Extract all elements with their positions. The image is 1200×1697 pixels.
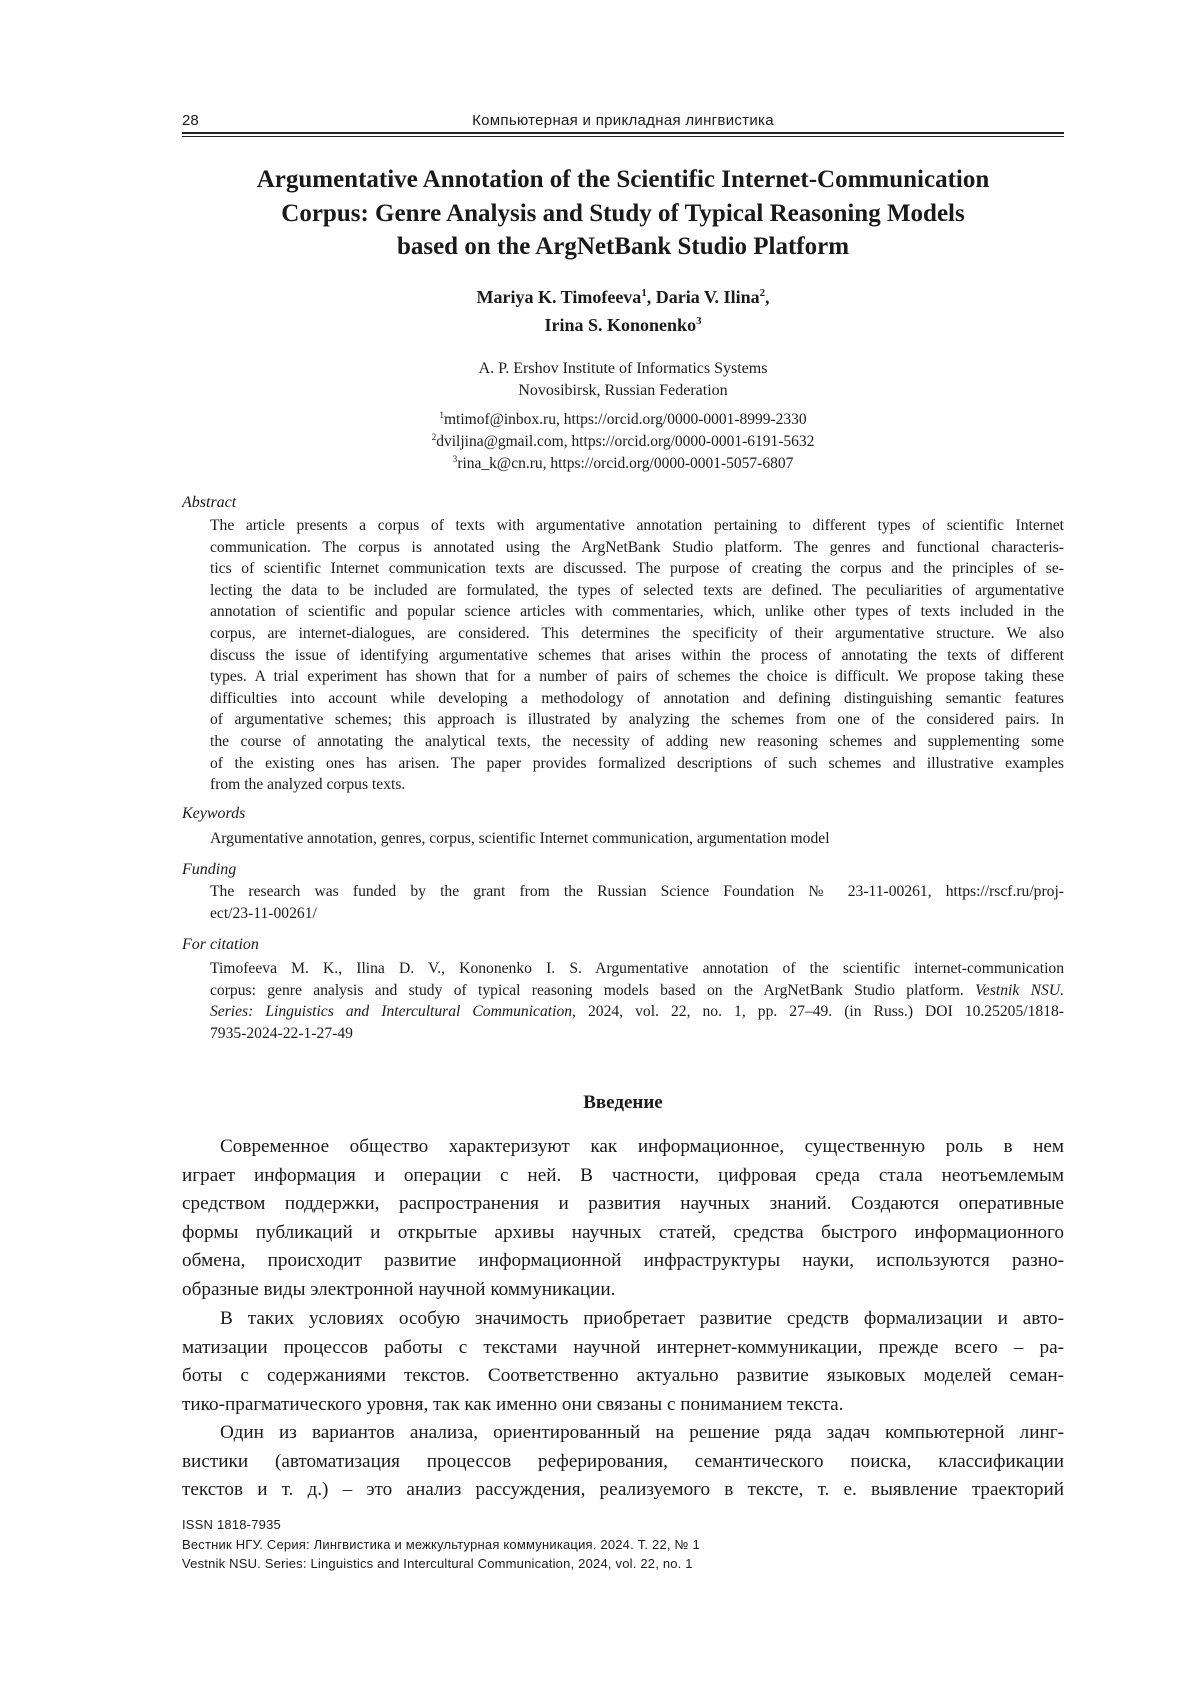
text-line: боты с содержаниями текстов. Соответственно актуально развитие языковых моделей семан- <box>182 1362 1064 1391</box>
header-rule-thick <box>182 132 1064 134</box>
page-footer <box>182 1515 700 1574</box>
authors <box>150 283 1096 339</box>
body-paragraph <box>182 1419 1064 1505</box>
text-line: tics of scientific Internet communication texts are discussed. The purpose of creating the corpus and the principles of se- <box>210 558 1064 580</box>
contact-line <box>150 453 1096 475</box>
abstract-label: Abstract <box>182 494 236 512</box>
text-line: the course of annotating the analytical texts, the necessity of adding new reasoning schemes and supplementing some <box>210 731 1064 753</box>
author-sup: 3 <box>696 315 701 327</box>
text-line: вистики (автоматизация процессов реферирования, семантического поиска, классификации <box>182 1448 1064 1477</box>
contact-text: rina_k@cn.ru, https://orcid.org/0000-0001-5057-6807 <box>457 455 793 472</box>
text-line: types. A trial experiment has shown that for a number of pairs of schemes the choice is difficult. We propose taking these <box>210 666 1064 688</box>
text-segment: corpus: genre analysis and study of typical reasoning models based on the ArgNetBank Studio platform. <box>210 982 975 999</box>
text-line: тико-прагматического уровня, так как именно они связаны с пониманием текста. <box>182 1391 1064 1420</box>
text-line: ect/23-11-00261/ <box>210 903 1064 925</box>
body-paragraph <box>182 1133 1064 1305</box>
author-sup: 1 <box>641 287 646 299</box>
text-line: difficulties into account while developing a methodology of annotation and defining distinguishing semantic features <box>210 688 1064 710</box>
header-rule-thin <box>182 136 1064 137</box>
contact-sup: 3 <box>453 455 458 465</box>
text-line: играет информация и операции с ней. В частности, цифровая среда стала неотъемлемым <box>182 1162 1064 1191</box>
text-line: текстов и т. д.) – это анализ рассуждения, реализуемого в тексте, т. е. выявление траекторий <box>182 1476 1064 1505</box>
text-line <box>210 958 1064 980</box>
text-line: annotation of scientific and popular science articles with commentaries, which, unlike other types of texts included in the <box>210 601 1064 623</box>
text-line: of the existing ones has arisen. The paper provides formalized descriptions of such schemes and illustrative examples <box>210 753 1064 775</box>
affiliation-line: Novosibirsk, Russian Federation <box>150 380 1096 402</box>
affiliation-line: A. P. Ershov Institute of Informatics Systems <box>150 358 1096 380</box>
text-line: Argumentative annotation, genres, corpus, scientific Internet communication, argumentation model <box>210 828 1064 850</box>
title-line: Argumentative Annotation of the Scientific Internet-Communication <box>150 163 1096 197</box>
keywords-label: Keywords <box>182 805 245 823</box>
author-separator: , <box>647 287 656 307</box>
author-sup: 2 <box>760 287 765 299</box>
abstract-text <box>210 515 1064 796</box>
keywords-text <box>210 828 1064 850</box>
text-line: The article presents a corpus of texts with argumentative annotation pertaining to different types of scientific Internet <box>210 515 1064 537</box>
citation-text <box>210 958 1064 1044</box>
contact-text: mtimof@inbox.ru, https://orcid.org/0000-0001-8999-2330 <box>444 411 807 428</box>
text-line: from the analyzed corpus texts. <box>210 774 1064 796</box>
running-header <box>182 110 1064 134</box>
funding-text <box>210 881 1064 924</box>
text-segment: Timofeeva M. K., Ilina D. V., Kononenko I. S. Argumentative annotation of the scientific internet-communication <box>210 960 1064 977</box>
author-name: Irina S. Kononenko <box>545 315 697 335</box>
page-number: 28 <box>182 112 199 129</box>
contact-sup: 1 <box>439 411 444 421</box>
text-line: матизации процессов работы с текстами научной интернет-коммуникации, прежде всего – ра- <box>182 1334 1064 1363</box>
text-line: формы публикаций и открытые архивы научных статей, средства быстрого информационного <box>182 1219 1064 1248</box>
text-line: обмена, происходит развитие информационной инфраструктуры науки, используются разно- <box>182 1247 1064 1276</box>
body-paragraph <box>182 1305 1064 1419</box>
section-heading: Введение <box>182 1092 1064 1114</box>
contact-text: dviljina@gmail.com, https://orcid.org/0000-0001-6191-5632 <box>436 433 814 450</box>
text-line: The research was funded by the grant from the Russian Science Foundation № 23-11-00261, https://rscf.ru/proj- <box>210 881 1064 903</box>
italic-segment: Series: Linguistics and Intercultural Communication <box>210 1003 572 1020</box>
title-line: based on the ArgNetBank Studio Platform <box>150 230 1096 264</box>
contact-line <box>150 409 1096 431</box>
footer-journal-ru: Вестник НГУ. Серия: Лингвистика и межкультурная коммуникация. 2024. Т. 22, № 1 <box>182 1535 700 1555</box>
text-line: образные виды электронной научной коммуникации. <box>182 1276 1064 1305</box>
text-line: Один из вариантов анализа, ориентированный на решение ряда задач компьютерной линг- <box>182 1419 1064 1448</box>
text-line: of argumentative schemes; this approach is illustrated by analyzing the schemes from one of the considered pairs. In <box>210 709 1064 731</box>
text-segment: , 2024, vol. 22, no. 1, pp. 27–49. (in Russ.) DOI 10.25205/1818- <box>572 1003 1064 1020</box>
running-title: Компьютерная и прикладная лингвистика <box>182 112 1064 129</box>
text-line: lecting the data to be included are formulated, the types of selected texts are defined. The peculiarities of argumentative <box>210 580 1064 602</box>
author-contacts <box>150 409 1096 475</box>
text-line: corpus, are internet-dialogues, are considered. This determines the specificity of their argumentative structure. We also <box>210 623 1064 645</box>
contact-sup: 2 <box>432 433 437 443</box>
citation-label: For citation <box>182 936 259 954</box>
footer-journal-en: Vestnik NSU. Series: Linguistics and Intercultural Communication, 2024, vol. 22, no. 1 <box>182 1554 700 1574</box>
text-line: В таких условиях особую значимость приобретает развитие средств формализации и авто- <box>182 1305 1064 1334</box>
footer-issn: ISSN 1818-7935 <box>182 1515 700 1535</box>
text-line <box>210 1001 1064 1023</box>
italic-segment: Vestnik NSU. <box>975 982 1064 999</box>
author-name: Daria V. Ilina <box>656 287 760 307</box>
author-name: Mariya K. Timofeeva <box>477 287 642 307</box>
affiliation <box>150 358 1096 402</box>
text-line: discuss the issue of identifying argumentative schemes that arises within the process of annotating the texts of different <box>210 645 1064 667</box>
funding-label: Funding <box>182 861 236 879</box>
contact-line <box>150 431 1096 453</box>
text-line: communication. The corpus is annotated using the ArgNetBank Studio platform. The genres and functional characteris- <box>210 537 1064 559</box>
text-line <box>210 980 1064 1002</box>
text-segment: 7935-2024-22-1-27-49 <box>210 1025 353 1042</box>
text-line: средством поддержки, распространения и развития научных знаний. Создаются оперативные <box>182 1190 1064 1219</box>
title-line: Corpus: Genre Analysis and Study of Typical Reasoning Models <box>150 197 1096 231</box>
text-line <box>210 1023 1064 1045</box>
author-separator: , <box>765 287 770 307</box>
article-title <box>150 163 1096 264</box>
text-line: Современное общество характеризуют как информационное, существенную роль в нем <box>182 1133 1064 1162</box>
